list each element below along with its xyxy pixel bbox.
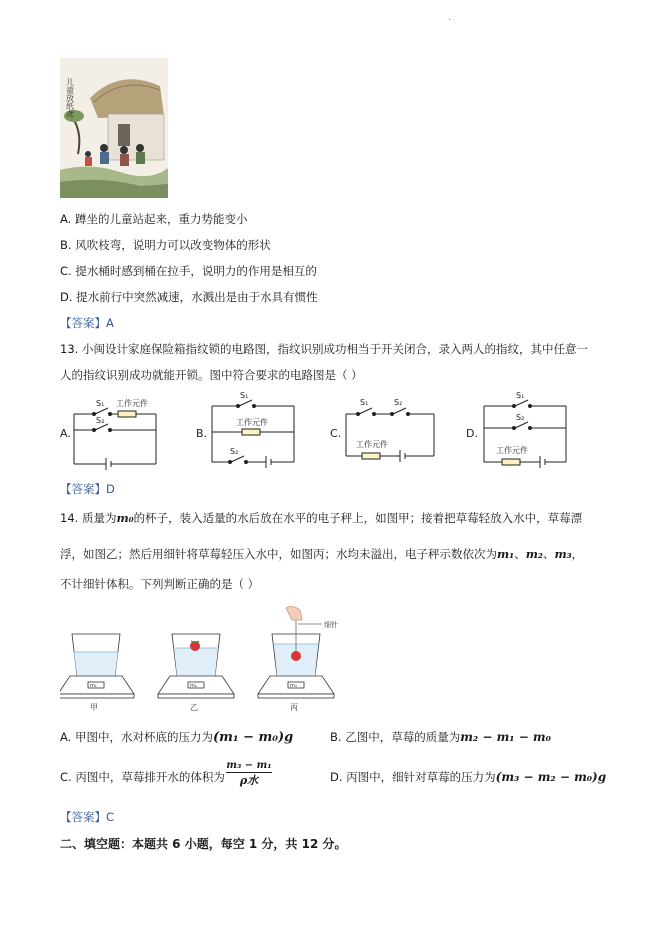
svg-text:m₁: m₁	[90, 683, 97, 689]
svg-text:S₁: S₁	[360, 398, 369, 407]
svg-text:S₁: S₁	[240, 392, 249, 400]
m2-symbol: m₂	[525, 547, 543, 561]
svg-text:工作元件: 工作元件	[496, 446, 528, 455]
q12-option-c: C. 提水桶时感到桶在拉手，说明力的作用是相互的	[60, 264, 317, 278]
svg-text:工作元件: 工作元件	[236, 418, 268, 427]
page-mark: .	[448, 12, 452, 23]
svg-text:工作元件: 工作元件	[116, 399, 148, 408]
section-heading: 二、填空题：本题共 6 小题，每空 1 分，共 12 分。	[60, 837, 347, 851]
svg-text:m₃: m₃	[290, 683, 297, 689]
option-text: D. 丙图中，细针对草莓的压力为	[330, 770, 496, 784]
svg-text:S₂: S₂	[516, 413, 525, 422]
svg-text:乙: 乙	[190, 703, 198, 712]
fraction-numerator: m₃ − m₁	[226, 760, 272, 771]
answer-label: 【答案】	[60, 810, 106, 824]
svg-text:丙: 丙	[290, 703, 298, 712]
q14-option-a	[60, 729, 293, 746]
m1-symbol: m₁	[497, 547, 515, 561]
separator: 、	[542, 547, 555, 561]
svg-text:B.: B.	[196, 427, 208, 440]
q14-stem-line2	[60, 546, 583, 562]
q14-stem-line3: 不计细针体积。下列判断正确的是（ ）	[60, 577, 260, 591]
svg-text:C.: C.	[330, 427, 342, 440]
q12-option-d: D. 提水前行中突然减速，水溅出是由于水具有惯性	[60, 290, 318, 304]
circuit-d	[466, 392, 566, 468]
figure-bing	[258, 606, 338, 712]
answer-label: 【答案】	[60, 316, 106, 330]
painting-image	[60, 58, 168, 198]
option-formula: m₂ − m₁ − m₀	[460, 730, 551, 744]
m0-symbol: m₀	[116, 511, 134, 525]
separator: 、	[514, 547, 526, 561]
svg-text:m₂: m₂	[190, 683, 197, 689]
svg-text:细针: 细针	[324, 621, 338, 629]
q13-answer	[60, 481, 115, 497]
q12-option-a: A. 蹲坐的儿童站起来，重力势能变小	[60, 212, 248, 226]
option-text: B. 乙图中，草莓的质量为	[330, 730, 461, 744]
q14-option-c-fraction	[226, 760, 272, 789]
svg-text:S₂: S₂	[394, 398, 403, 407]
circuit-a	[60, 398, 156, 470]
svg-text:A.: A.	[60, 427, 71, 440]
q14-scale-figures	[60, 604, 360, 716]
q14-option-c	[60, 769, 225, 785]
q14-text: 浮，如图乙；然后用细针将草莓轻压入水中，如图丙；水均未溢出，电子秤示数依次为	[60, 547, 497, 561]
answer-value: C	[106, 810, 115, 824]
answer-label: 【答案】	[60, 482, 106, 496]
q12-option-b: B. 风吹枝弯，说明力可以改变物体的形状	[60, 238, 271, 252]
answer-value: D	[106, 482, 115, 496]
figure-jia	[60, 634, 134, 712]
svg-text:D.: D.	[466, 427, 478, 440]
q13-stem-line1: 13. 小闽设计家庭保险箱指纹锁的电路图，指纹识别成功相当于开关闭合，录入两人的指纹，其中任意一	[60, 342, 588, 356]
q14-text: ，	[571, 547, 584, 561]
svg-text:甲: 甲	[90, 703, 98, 712]
q14-option-d	[330, 769, 606, 785]
q13-circuit-figures	[56, 392, 616, 472]
svg-text:S₁: S₁	[96, 399, 105, 408]
painting-inscription: 儿童放纸鸢	[65, 78, 75, 118]
q14-text: 14. 质量为	[60, 511, 117, 525]
option-formula: (m₃ − m₂ − m₀)g	[495, 770, 607, 784]
q13-stem-line2: 人的指纹识别成功就能开锁。图中符合要求的电路图是（ ）	[60, 368, 363, 382]
q14-answer	[60, 809, 114, 825]
figure-yi	[158, 634, 234, 712]
svg-text:S₂: S₂	[96, 416, 105, 425]
q14-stem-line1	[60, 510, 582, 526]
m3-symbol: m₃	[554, 547, 572, 561]
svg-text:S₁: S₁	[516, 392, 525, 400]
q12-answer	[60, 315, 114, 331]
circuit-c	[330, 398, 434, 462]
svg-text:S₂: S₂	[230, 447, 239, 456]
q14-option-b	[330, 729, 551, 745]
option-text: A. 甲图中，水对杯底的压力为	[60, 730, 213, 744]
option-text: C. 丙图中，草莓排开水的体积为	[60, 770, 225, 784]
fraction-denominator: ρ水	[239, 774, 259, 787]
circuit-b	[196, 392, 294, 468]
svg-text:工作元件: 工作元件	[356, 440, 388, 449]
option-formula: (m₁ − m₀)g	[212, 730, 294, 745]
q14-text: 的杯子，装入适量的水后放在水平的电子秤上，如图甲；接着把草莓轻放入水中，草莓漂	[133, 511, 583, 525]
answer-value: A	[106, 316, 114, 330]
